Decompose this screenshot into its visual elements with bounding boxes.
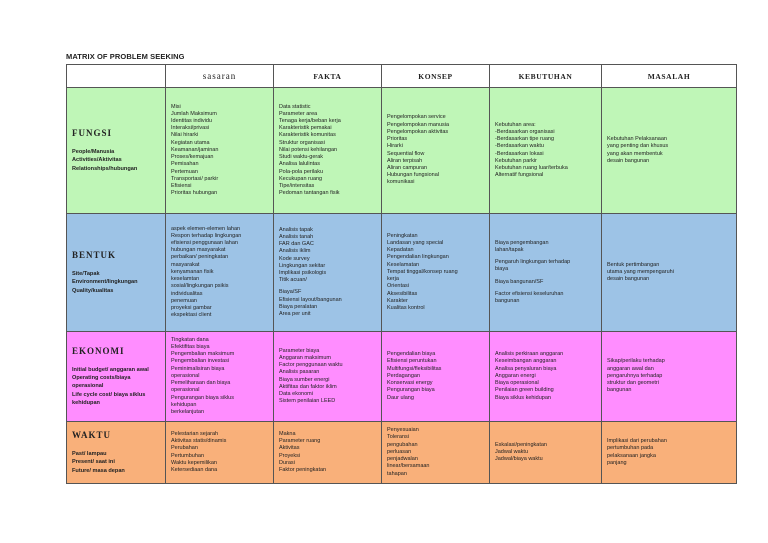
cell-line: Kebutuhan area: [495, 121, 536, 128]
cell-line: lahan/tapak [495, 246, 524, 253]
cell-line: Studi waktu-gerak [279, 154, 324, 161]
cell-line: Nilai potensi kehilangan [279, 146, 338, 153]
cell-masalah [602, 214, 737, 332]
cell-text [607, 438, 731, 467]
cell-line: desain bangunan [607, 157, 650, 164]
cell-line: Pengelompokan aktivitas [387, 128, 449, 135]
cell-text [171, 337, 268, 416]
cell-masalah [602, 88, 737, 214]
cell-line: Transportasi/ parkir [171, 175, 219, 182]
cell-line: Keamanan/jaminan [171, 146, 219, 153]
cell-line: sosial/lingkungan psikis [171, 283, 229, 290]
cell-konsep [382, 88, 490, 214]
cell-line: individualitas [171, 290, 203, 297]
cell-kebutuhan [490, 88, 602, 214]
cell-line: Pengendalian lingkungan [387, 254, 449, 261]
cell-line: Hirarki [387, 143, 403, 150]
cell-line: kenyamanan fisik [171, 268, 214, 275]
cell-line: Waktu kepemilikan [171, 459, 217, 466]
cell-kebutuhan [490, 422, 602, 484]
row-title: BENTUK [72, 250, 117, 261]
cell-line: Pedoman tantangan fisik [279, 190, 340, 197]
cell-line: Pelestarian sejarah [171, 430, 219, 437]
cell-line: yang penting dan khusus [607, 143, 669, 150]
cell-text [279, 348, 376, 406]
cell-line: Biaya pengembangan [495, 239, 549, 246]
cell-line: Analisis iklim [279, 248, 311, 255]
cell-line: Jadwal waktu [495, 448, 529, 455]
cell-fakta [274, 422, 382, 484]
cell-line: Efisiensi [171, 182, 192, 189]
cell-line: Nilai hirarki [171, 132, 199, 139]
cell-line: Pengendalian biaya [387, 351, 436, 358]
cell-line: Kebutuhan ruang luar/terbuka [495, 164, 568, 171]
cell-line: Pertumbuhan [171, 452, 205, 459]
cell-line: Aliran terpisah [387, 157, 423, 164]
cell-line: penjadwalan [387, 456, 418, 463]
header-masalah: MASALAH [602, 65, 737, 88]
cell-line: Jumlah Maksimum [171, 110, 217, 117]
cell-line: Proses/kemajuan [171, 154, 214, 161]
cell-line: desain bangunan [607, 276, 650, 283]
cell-line: Daur ulang [387, 394, 414, 401]
cell-line: Area per unit [279, 311, 311, 318]
cell-line: Tingkatan dana [171, 336, 209, 343]
row-title: WAKTU [72, 430, 112, 441]
cell-line: Jadwal/biaya waktu [495, 456, 543, 463]
cell-text [387, 114, 484, 186]
cell-line: Interaksi/privasi [171, 125, 210, 132]
cell-line: perbaikan/ peningkatan [171, 254, 229, 261]
cell-text [607, 136, 731, 165]
cell-text [387, 233, 484, 312]
row-subtitle: operasional [72, 383, 104, 390]
cell-line: keselamtan [171, 276, 200, 283]
cell-text [495, 122, 596, 180]
cell-line: anggaran awal dan [607, 365, 654, 372]
cell-line: Biaya/SF [279, 289, 302, 296]
row-subtitle: Relationships/hubungan [72, 165, 138, 172]
cell-line: struktur dan geometri [607, 380, 659, 387]
cell-line: -Berdasarkan tipe ruang [495, 136, 555, 143]
row-header [67, 332, 166, 422]
cell-line: Analisis tanah [279, 233, 314, 240]
cell-line: Peningkatan [387, 232, 418, 239]
cell-line: Efisiensi peruntukan [387, 358, 437, 365]
row-subtitle: Initial budget/ anggaran awal [72, 366, 149, 373]
cell-line: utama yang mempengaruhi [607, 268, 674, 275]
cell-line: Pengurangan biaya siklus [171, 394, 234, 401]
cell-line: panjang [607, 459, 627, 466]
cell-line: Respon terhadap lingkungan [171, 232, 242, 239]
cell-line: bangunan [495, 298, 520, 304]
cell-text [171, 104, 268, 198]
cell-line: Analisa penyaluran biaya [495, 365, 557, 372]
cell-line: Analisis tapak [279, 226, 313, 233]
cell-line: operasional [171, 372, 200, 379]
cell-line: Pemisahan [171, 161, 199, 168]
cell-text [279, 104, 376, 198]
cell-line: komunikasi [387, 179, 415, 186]
cell-line: Tenaga kerja/beban kerja [279, 118, 341, 125]
cell-line: Penyesuaian [387, 427, 419, 434]
header-corner [67, 65, 166, 88]
cell-line: Factor penggunaan waktu [279, 362, 343, 369]
cell-line: pertumbuhan pada [607, 445, 654, 452]
row-waktu [67, 422, 737, 484]
document-title: MATRIX OF PROBLEM SEEKING [66, 52, 185, 61]
cell-line: Perubahan [171, 445, 198, 452]
cell-line: Kecukupan ruang [279, 175, 323, 182]
row-header [67, 88, 166, 214]
cell-line: proyeksi gambar [171, 304, 212, 311]
cell-kebutuhan [490, 214, 602, 332]
cell-fakta [274, 214, 382, 332]
cell-line: Pengurangan biaya [387, 387, 435, 394]
cell-line: Prioritas hubungan [171, 190, 218, 197]
row-bentuk [67, 214, 737, 332]
cell-line: Identitas individu [171, 118, 212, 125]
cell-line: Proyeksi [279, 452, 301, 459]
row-subtitle: Future/ masa depan [72, 467, 125, 474]
cell-line: Biaya siklus kehidupan [495, 394, 551, 401]
row-subtitle: kehidupan [72, 399, 100, 406]
cell-konsep [382, 332, 490, 422]
cell-line: -Berdasarkan waktu [495, 143, 544, 150]
cell-line: Implikasi dari perubahan [607, 438, 667, 445]
cell-sasaran [166, 88, 274, 214]
cell-fakta [274, 88, 382, 214]
row-subtitle: Present/ saat ini [72, 459, 115, 466]
row-subtitle: Life cycle cost/ biaya siklus [72, 391, 146, 398]
cell-line: tahapan [387, 470, 407, 477]
cell-line: Implikasi psikologis [279, 270, 327, 276]
cell-line: Aktivitas statis/dinamis [171, 438, 227, 445]
cell-line: Factor efisiensi keseluruhan [495, 290, 564, 297]
row-subtitle: People/Manusia [72, 149, 115, 156]
problem-seeking-matrix [66, 64, 737, 484]
row-subtitle: Environment/lingkungan [72, 279, 138, 286]
cell-line: Orientasi [387, 283, 410, 290]
cell-sasaran [166, 332, 274, 422]
cell-text [387, 427, 484, 477]
cell-text [279, 227, 376, 318]
cell-line: Titik acuan/ [279, 277, 307, 284]
cell-line: -Berdasarkan lokasi [495, 150, 544, 157]
cell-line: Parameter area [279, 110, 318, 117]
cell-line: penemuan [171, 297, 197, 304]
cell-line: Pola-pola perilaku [279, 168, 324, 175]
cell-line: Prioritas [387, 136, 408, 143]
cell-line: Ketersediaan dana [171, 466, 218, 473]
cell-line: Pertemuan [171, 168, 198, 175]
cell-line: biaya [495, 266, 509, 273]
cell-line: Biaya sumber energi [279, 376, 330, 383]
cell-line: FAR dan GAC [279, 241, 314, 248]
cell-line: Parameter ruang [279, 438, 321, 445]
row-header [67, 214, 166, 332]
cell-line: hubungan masyarakat [171, 247, 226, 254]
cell-text [607, 358, 731, 394]
cell-line: Karakter [387, 297, 408, 304]
cell-line: Eskalasi/peningkatan [495, 441, 547, 448]
row-subtitle: Activities/Aktivitas [72, 157, 122, 164]
cell-line: Analisa lalulintas [279, 161, 320, 168]
cell-line: Pengelompokan service [387, 114, 446, 121]
cell-line: ekspektasi client [171, 312, 212, 319]
cell-masalah [602, 422, 737, 484]
cell-line: pelaksanaan jangka [607, 452, 656, 459]
header-row [67, 65, 737, 88]
row-ekonomi [67, 332, 737, 422]
cell-line: Kode survey [279, 255, 310, 262]
cell-line: Sequential flow [387, 150, 425, 157]
cell-line: Pemeliharaan dan biaya [171, 380, 231, 387]
cell-line: Durasi [279, 459, 295, 466]
cell-line: Pengembalian investasi [171, 358, 230, 365]
cell-line: Hubungan fungsional [387, 172, 439, 179]
cell-line: Aktivitas [279, 445, 300, 452]
cell-line: Karakteristik komunitas [279, 132, 336, 139]
cell-line: yang akan membentuk [607, 150, 663, 157]
cell-line: Struktur organisasi [279, 139, 325, 146]
cell-text [607, 262, 731, 284]
cell-line: Efisiensi layout/bangunan [279, 296, 342, 303]
cell-line: Landasan yang special [387, 240, 444, 247]
cell-line: kerja [387, 276, 399, 283]
cell-text [171, 431, 268, 474]
cell-text [387, 351, 484, 401]
cell-text [495, 351, 596, 401]
cell-line: Anggaran energi [495, 372, 536, 379]
cell-line: perluasan [387, 448, 412, 455]
cell-line: Faktor peningkatan [279, 466, 327, 473]
cell-line: Pengelompokan manusia [387, 121, 450, 128]
cell-text [279, 431, 376, 474]
cell-line: Aktifitas dan faktor iklim [279, 383, 337, 390]
cell-masalah [602, 332, 737, 422]
cell-line: Analisis perkiraan anggaran [495, 351, 564, 358]
cell-line: Biaya peralatan [279, 303, 318, 310]
cell-line: pengubahan [387, 441, 418, 448]
cell-line: Penilaian green building [495, 387, 554, 394]
cell-line: Data ekonomi [279, 390, 313, 397]
cell-line: berkelanjutan [171, 408, 205, 415]
row-subtitle: Site/Tapak [72, 271, 100, 278]
cell-line: Keselamatan [387, 261, 420, 268]
row-title: FUNGSI [72, 128, 113, 139]
row-header [67, 422, 166, 484]
cell-line: Perdagangan [387, 372, 421, 379]
header-konsep: KONSEP [382, 65, 490, 88]
cell-line: Sikap/perilaku terhadap [607, 358, 665, 365]
cell-line: -Berdasarkan organisasi [495, 128, 555, 135]
cell-line: Keseimbangan anggaran [495, 358, 557, 365]
cell-line: Efektifitas biaya [171, 344, 210, 351]
header-fakta: FAKTA [274, 65, 382, 88]
cell-line: Aksesibilitas [387, 290, 418, 297]
cell-line: Toleransi [387, 434, 410, 441]
cell-line: Kegiatan utama [171, 139, 210, 146]
row-title: EKONOMI [72, 345, 125, 356]
cell-text [495, 442, 596, 464]
cell-line: linear/bersamaan [387, 463, 430, 470]
cell-line: Analisis pasaran [279, 369, 320, 376]
cell-line: Sistem penilaian LEED [279, 398, 336, 405]
cell-line: efisiensi penggunaan lahan [171, 240, 238, 247]
cell-line: Biaya operasional [495, 380, 539, 387]
cell-line: Biaya bangunan/SF [495, 278, 544, 285]
cell-line: Tempat tinggal/konsep ruang [387, 268, 458, 275]
cell-line: Kualitas kontrol [387, 304, 425, 311]
cell-line: aspek elemen-elemen lahan [171, 225, 241, 232]
cell-line: Kepadatan [387, 247, 414, 254]
cell-line: Peminimalisiran biaya [171, 365, 225, 372]
cell-sasaran [166, 422, 274, 484]
cell-text [171, 226, 268, 320]
cell-line: Karakteristik pemakai [279, 125, 332, 132]
cell-line: Pengembalian maksimum [171, 351, 235, 358]
cell-text [495, 240, 596, 305]
cell-line: Misi [171, 103, 181, 110]
cell-line: Parameter biaya [279, 347, 320, 354]
cell-line: Lingkungan sekitar [279, 262, 326, 269]
cell-konsep [382, 422, 490, 484]
cell-line: Bentuk pertimbangan [607, 261, 660, 268]
cell-konsep [382, 214, 490, 332]
cell-line: operasional [171, 387, 200, 394]
cell-line: Konservasi energy [387, 380, 433, 387]
cell-line: Tipe/intensitas [279, 182, 315, 189]
header-sasaran: sasaran [166, 65, 274, 88]
cell-line: Aliran campuran [387, 164, 428, 171]
cell-sasaran [166, 214, 274, 332]
cell-line: kehidupan [171, 401, 197, 408]
cell-line: masyarakat [171, 261, 200, 268]
cell-line: Data statistic [279, 103, 311, 110]
cell-line: Pengaruh lingkungan terhadap [495, 259, 571, 266]
cell-line: Multifungsi/fleksibilitas [387, 365, 442, 372]
cell-line: Kebutuhan parkir [495, 157, 537, 164]
cell-line: Makna [279, 430, 296, 437]
header-kebutuhan: KEBUTUHAN [490, 65, 602, 88]
cell-line: Alternatif fungsional [495, 172, 544, 179]
row-subtitle: Past/ lampau [72, 451, 107, 458]
cell-fakta [274, 332, 382, 422]
row-fungsi [67, 88, 737, 214]
cell-line: pengaruhnya terhadap [607, 372, 663, 379]
row-subtitle: Operating costs/biaya [72, 375, 131, 382]
cell-kebutuhan [490, 332, 602, 422]
cell-line: bangunan [607, 387, 632, 394]
cell-line: Kebutuhan Pelaksanaan [607, 136, 667, 143]
row-subtitle: Quality/kualitas [72, 287, 114, 294]
cell-line: Anggaran maksimum [279, 354, 331, 361]
